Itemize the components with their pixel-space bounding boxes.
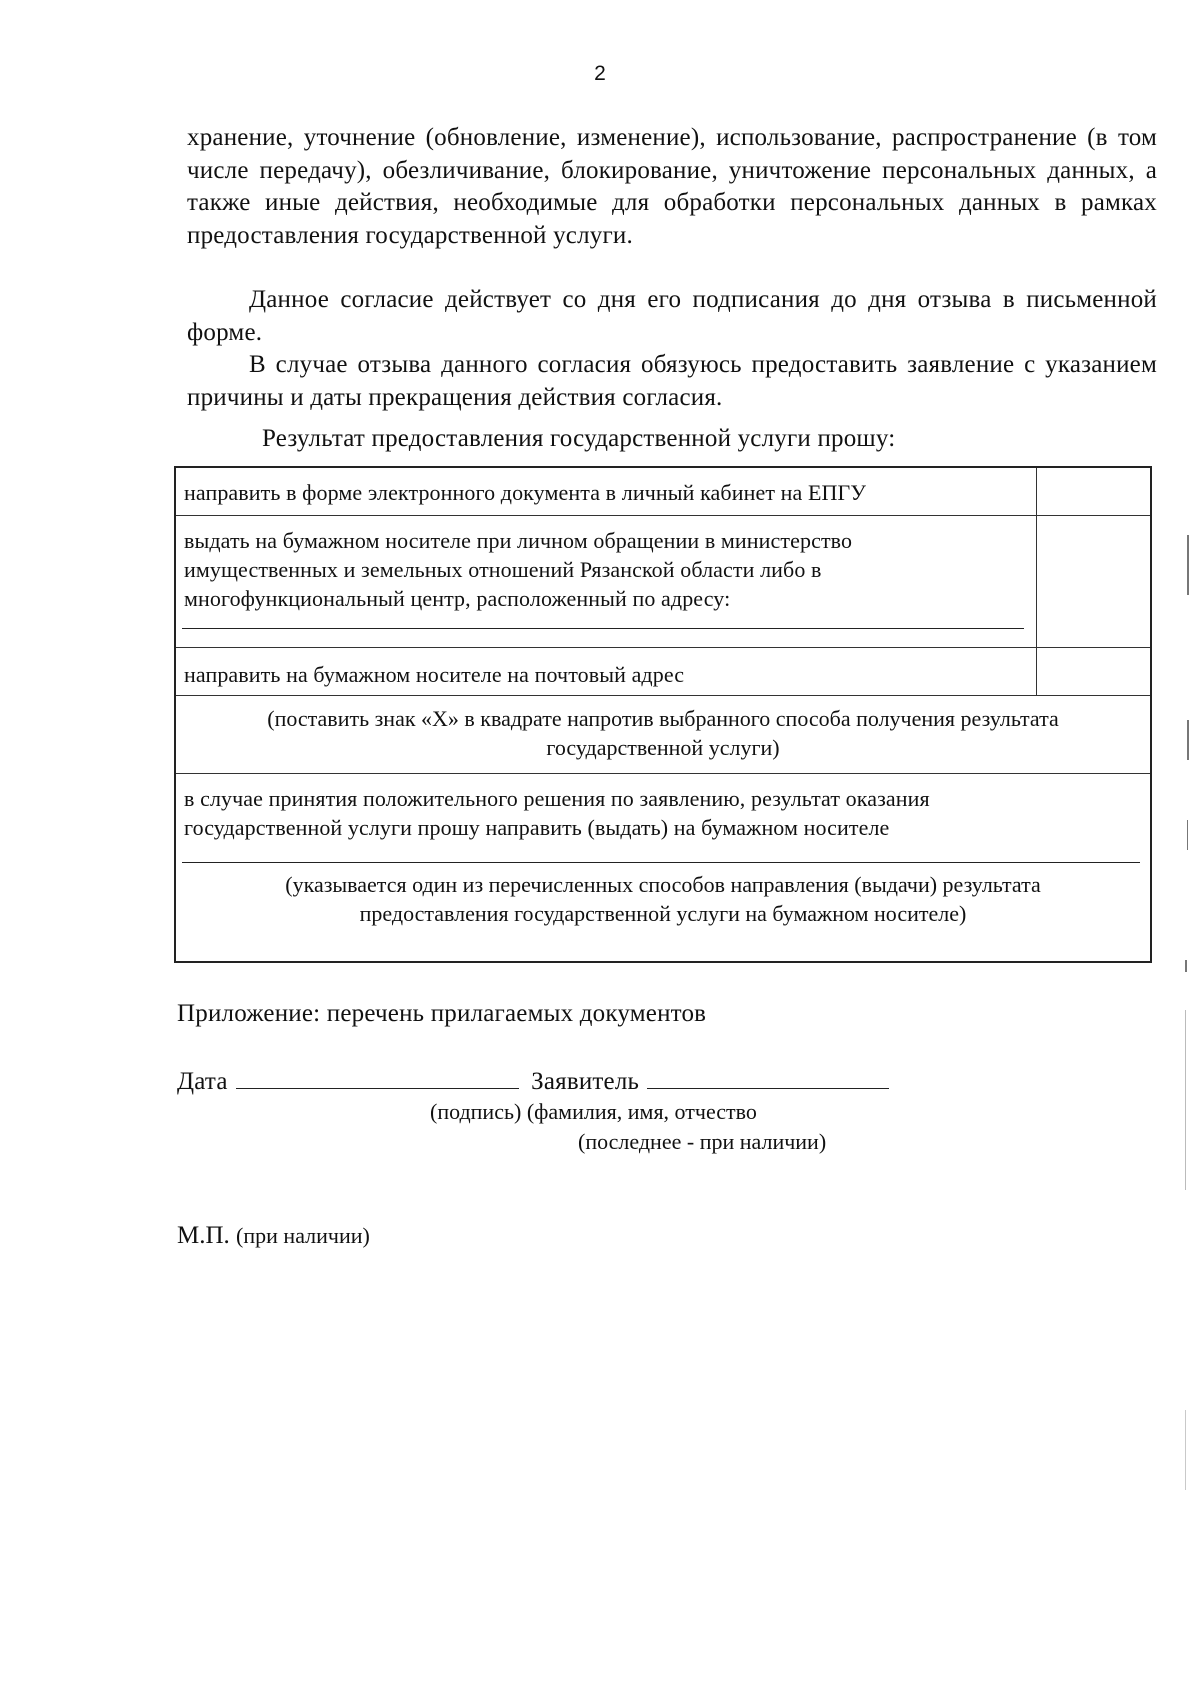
option-row-post [176, 648, 1150, 696]
scan-artifact [1187, 720, 1189, 760]
option-in-person-checkbox[interactable] [1036, 516, 1150, 647]
scan-artifact [1185, 1410, 1186, 1490]
signature-hint-line-2: (последнее - при наличии) [578, 1129, 827, 1154]
scan-artifact [1185, 1010, 1186, 1190]
address-fill-line[interactable] [182, 628, 1024, 629]
signature-hint-line-1: (подпись) (фамилия, имя, отчество [430, 1099, 757, 1124]
option-in-person-line-3: многофункциональный центр, расположенный по адресу: [184, 586, 731, 611]
option-in-person-line-1: выдать на бумажном носителе при личном обращении в министерство [184, 528, 853, 553]
scan-artifact [1187, 535, 1189, 595]
paper-result-line-1: в случае принятия положительного решения по заявлению, результат оказания [184, 786, 930, 811]
option-row-epgu [176, 468, 1150, 516]
option-post-checkbox[interactable] [1036, 648, 1150, 695]
signature-row [177, 1062, 889, 1096]
consent-paragraph-actions: хранение, уточнение (обновление, изменение), использование, распространение (в том числе передачу), обезличивание, блокирование, уничтожение персональных данных, а также иные действия, необходимые для обработки персональных данных в рамках предоставления государственной услуги. [187, 124, 1157, 249]
scan-artifact [1185, 960, 1187, 972]
option-post-label: направить на бумажном носителе на почтовый адрес [184, 662, 685, 687]
checkbox-instruction [176, 704, 1150, 762]
date-label: Дата [177, 1068, 228, 1095]
result-delivery-table [174, 466, 1152, 963]
paper-method-fill-line[interactable] [182, 862, 1140, 863]
option-epgu-label: направить в форме электронного документа в личный кабинет на ЕПГУ [184, 480, 867, 505]
paper-result-line-2: государственной услуги прошу направить (выдать) на бумажном носителе [184, 815, 890, 840]
option-in-person-line-2: имущественных и земельных отношений Рязанской области либо в [184, 557, 822, 582]
consent-paragraph-validity: Данное согласие действует со дня его подписания до дня отзыва в письменной форме. [187, 286, 1157, 346]
stamp-note: (при наличии) [236, 1223, 370, 1248]
option-epgu-checkbox[interactable] [1036, 468, 1150, 515]
paper-result-label [184, 784, 930, 842]
result-heading: Результат предоставления государственной услуги прошу: [262, 425, 896, 452]
checkbox-instruction-row [176, 696, 1150, 774]
stamp-place [177, 1222, 370, 1250]
checkbox-instruction-line-1: (поставить знак «Х» в квадрате напротив выбранного способа получения результата [267, 706, 1059, 731]
paper-method-instruction [176, 870, 1150, 928]
applicant-fill-line[interactable] [647, 1062, 889, 1089]
option-row-in-person [176, 516, 1150, 648]
date-fill-line[interactable] [236, 1062, 519, 1089]
paper-method-instruction-line-2: предоставления государственной услуги на бумажном носителе) [359, 901, 967, 926]
option-in-person-label [184, 526, 852, 613]
consent-paragraph-withdrawal: В случае отзыва данного согласия обязуюсь предоставить заявление с указанием причины и даты прекращения действия согласия. [187, 351, 1157, 411]
scan-artifact [1187, 820, 1188, 850]
page-number: 2 [594, 62, 606, 85]
paper-result-row [176, 774, 1150, 963]
stamp-label: М.П. [177, 1222, 230, 1249]
applicant-label: Заявитель [531, 1068, 640, 1095]
attachment-label: Приложение: перечень прилагаемых документов [177, 1000, 707, 1027]
paper-method-instruction-line-1: (указывается один из перечисленных способов направления (выдачи) результата [285, 872, 1041, 897]
checkbox-instruction-line-2: государственной услуги) [546, 735, 780, 760]
